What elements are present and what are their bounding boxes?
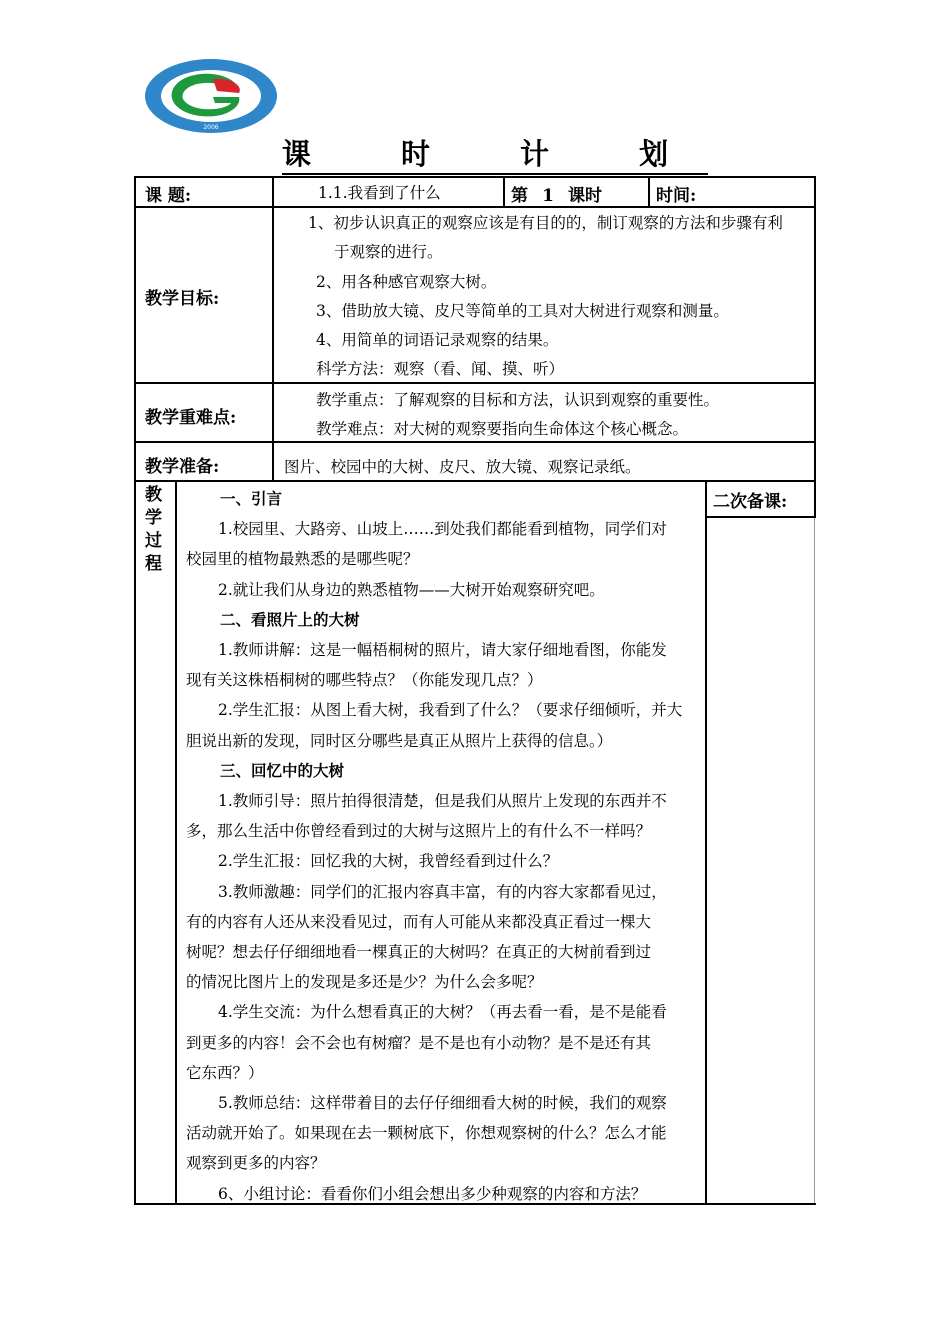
second-prep-label: 二次备课:	[713, 492, 788, 512]
objectives-label: 教学目标:	[145, 289, 220, 309]
time-label: 时间:	[656, 186, 697, 206]
process-section-heading: 二、看照片上的大树	[220, 610, 360, 629]
key-points-label: 教学重难点:	[145, 408, 237, 428]
process-line: 观察到更多的内容？	[186, 1154, 326, 1172]
process-line: 1.教师引导：照片拍得很清楚，但是我们从照片上发现的东西并不	[218, 792, 667, 810]
col-divider-process-label	[175, 480, 177, 1205]
row-divider-2	[134, 382, 816, 384]
process-label	[145, 484, 165, 576]
topic-label: 课 题:	[145, 186, 192, 206]
process-label-char: 学	[145, 508, 162, 528]
row-divider-3	[134, 441, 816, 443]
topic-value: 1.1.我看到了什么	[318, 184, 441, 202]
process-line: 到更多的内容！会不会也有树瘤？是不是也有小动物？是不是还有其	[186, 1034, 652, 1052]
objective-line: 3、借助放大镜、皮尺等简单的工具对大树进行观察和测量。	[316, 302, 729, 320]
page-title: 课 时 计 划	[0, 132, 950, 173]
process-line: 6、小组讨论：看看你们小组会想出多少种观察的内容和方法？	[218, 1185, 647, 1203]
process-line: 多，那么生活中你曾经看到过的大树与这照片上的有什么不一样吗？	[186, 822, 652, 840]
process-line: 4.学生交流：为什么想看真正的大树？（再去看一看，是不是能看	[218, 1003, 667, 1021]
process-line: 有的内容有人还从来没看见过，而有人可能从来都没真正看过一棵大	[186, 913, 652, 931]
col-divider-lesson	[503, 176, 505, 207]
table-border-top	[134, 176, 816, 178]
objective-line: 4、用简单的词语记录观察的结果。	[316, 331, 559, 349]
col-divider-time	[648, 176, 650, 207]
key-point-line: 教学难点：对大树的观察要指向生命体这个核心概念。	[316, 420, 689, 438]
process-line: 它东西？）	[186, 1064, 264, 1082]
process-line: 现有关这株梧桐树的哪些特点？（你能发现几点？）	[186, 671, 543, 689]
preparation-value: 图片、校园中的大树、皮尺、放大镜、观察记录纸。	[284, 458, 641, 476]
row-divider-1	[134, 206, 816, 208]
process-label-char: 过	[145, 531, 162, 551]
process-label-char: 教	[145, 485, 162, 505]
process-line: 树呢？想去仔仔细细地看一棵真正的大树吗？在真正的大树前看到过	[186, 943, 652, 961]
process-line: 5.教师总结：这样带着目的去仔仔细细看大树的时候，我们的观察	[218, 1094, 667, 1112]
process-line: 2.学生汇报：回忆我的大树，我曾经看到过什么？	[218, 852, 559, 870]
table-border-right-lower	[814, 517, 815, 1205]
table-border-left	[134, 176, 136, 1205]
objective-line: 1、初步认识真正的观察应该是有目的的，制订观察的方法和步骤有利	[308, 214, 783, 232]
process-line: 2.学生汇报：从图上看大树，我看到了什么？（要求仔细倾听，并大	[218, 701, 683, 719]
objective-line: 于观察的进行。	[334, 243, 443, 261]
preparation-label: 教学准备:	[145, 457, 220, 477]
process-section-heading: 三、回忆中的大树	[220, 761, 345, 780]
process-label-char: 程	[145, 554, 162, 574]
process-line: 3.教师激趣：同学们的汇报内容真丰富，有的内容大家都看见过，	[218, 883, 667, 901]
lesson-prefix: 第	[511, 186, 528, 206]
school-logo	[143, 57, 279, 135]
table-border-right	[814, 176, 816, 518]
process-line: 校园里的植物最熟悉的是哪些呢？	[186, 550, 419, 568]
row-divider-4	[134, 480, 816, 482]
process-line: 胆说出新的发现，同时区分哪些是真正从照片上获得的信息。）	[186, 732, 613, 750]
lesson-count	[511, 181, 602, 207]
objective-line: 2、用各种感官观察大树。	[316, 273, 497, 291]
col-divider-main	[272, 176, 274, 482]
process-line: 2.就让我们从身边的熟悉植物——大树开始观察研究吧。	[218, 581, 605, 599]
key-point-line: 教学重点：了解观察的目标和方法，认识到观察的重要性。	[316, 391, 720, 409]
process-line: 1.校园里、大路旁、山坡上……到处我们都能看到植物，同学们对	[218, 520, 667, 538]
lesson-suffix: 课时	[568, 186, 602, 206]
process-line: 活动就开始了。如果现在去一颗树底下，你想观察树的什么？怎么才能	[186, 1124, 667, 1142]
process-section-heading: 一、引言	[220, 489, 283, 508]
process-line: 的情况比图片上的发现是多还是少？为什么会多呢？	[186, 973, 543, 991]
lesson-number: 1	[528, 186, 568, 207]
process-line: 1.教师讲解：这是一幅梧桐树的照片，请大家仔细地看图，你能发	[218, 641, 667, 659]
col-divider-second-prep	[705, 480, 707, 1205]
objective-line: 科学方法：观察（看、闻、摸、听）	[316, 360, 565, 378]
second-prep-underline	[705, 516, 816, 518]
logo-year: 2006	[203, 124, 219, 131]
